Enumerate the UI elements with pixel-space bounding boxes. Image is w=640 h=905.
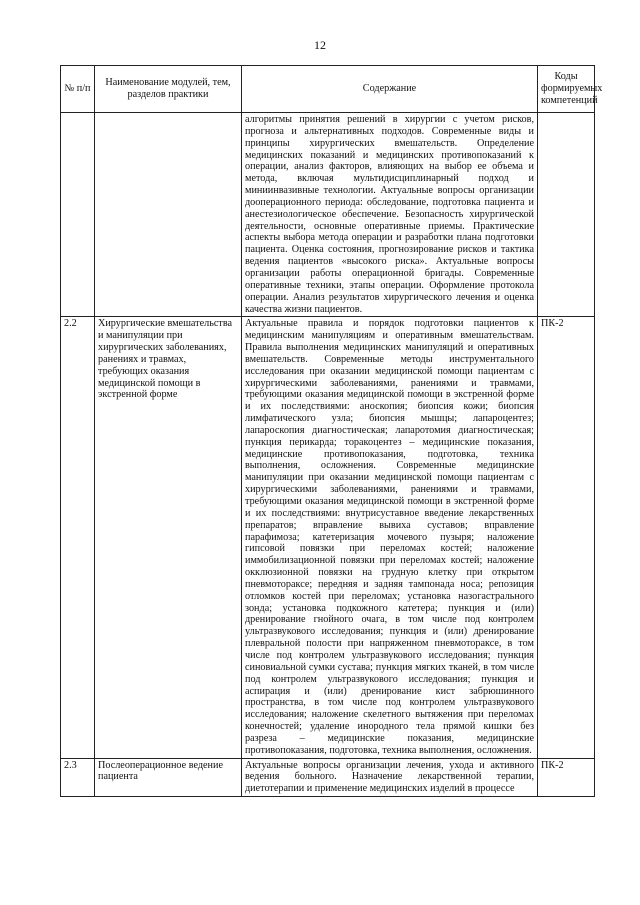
row-content-text: алгоритмы принятия решений в хирургии с учетом рисков, прогноза и альтернативных подходов. Современные виды и принципы хирургических вмешательств. Определение медицинских показаний и медицинских противопоказаний к операции, анализ факторов, влияющих на выбор ее объема и метода, включая мультидисциплинарный подход и миниинвазивные технологии. Актуальные вопросы организации дооперационного периода: обследование, подготовка пациента и анестезиологическое обеспечение. Безопасность хирургической деятельности, основные оперативные приемы. Практические аспекты выбора метода операции и разработки плана подготовки пациента. Оценка состояния, прогнозирование рисков и тактика ведения пациентов «высокого риска». Актуальные вопросы организации работы операционной бригады. Современные оперативные техники, этапы операции. Оформление протокола операции. Анализ результатов хирургического лечения и оценка качества жизни пациентов. <box>245 114 534 315</box>
row-content-text: Актуальные правила и порядок подготовки пациентов к медицинским манипуляциям и оперативным вмешательствам. Правила выполнения медицинских манипуляций и оперативных вмешательств. Современные методы инструментального исследования при оказании медицинской помощи пациентам с хирургическими заболеваниями, ранениями и травмами, требующими оказания медицинской помощи в экстренной форме и их последствиями: аноскопия; биопсия кожи; биопсия лимфатического узла; биопсия мышцы; лапароцентез; лапароскопия диагностическая; лапаротомия диагностическая; пункция перикарда; торакоцентез – медицинские показания, медицинские противопоказания, подготовка, техника выполнения, осложнения. Современные медицинские манипуляции при оказании медицинской помощи пациентам с хирургическими заболеваниями, ранениями и травмами, требующими оказания медицинской помощи в экстренной форме и их последствиями: внутрисуставное введение лекарственных препаратов; вправление вывиха суставов; вправление парафимоза; катетеризация мочевого пузыря; наложение гипсовой повязки при переломах костей; наложение иммобилизационной повязки при переломах костей; наложение окклюзионной повязки на грудную клетку при открытом пневмотораксе; передняя и задняя тампонада носа; репозиция отломков костей при переломах; установка назогастрального зонда; установка подкожного катетера; пункция и (или) дренирование гнойного очага, в том числе под контролем ультразвукового исследования; пункция и (или) дренирование плевральной полости при напряженном пневмотораксе, в том числе под контролем ультразвукового исследования; пункция синовиальной сумки сустава; пункция мягких тканей, в том числе под контролем ультразвукового исследования; пункция и аспирация и (или) дренирование кист забрюшинного пространства, в том числе под контролем ультразвукового исследования; наложение скелетного вытяжения при переломах конечностей; удаление инородного тела прямой кишки без разреза – медицинские показания, медицинские противопоказания, подготовка, техника выполнения, осложнения. <box>245 318 534 756</box>
row-module-name <box>95 113 242 317</box>
row-content <box>242 758 538 797</box>
row-content <box>242 113 538 317</box>
row-competency-code <box>538 113 595 317</box>
header-content: Содержание <box>242 66 538 113</box>
table-header-row <box>61 66 595 113</box>
header-module-name: Наименование модулей, тем, разделов практики <box>95 66 242 113</box>
row-content <box>242 317 538 758</box>
header-number: № п/п <box>61 66 95 113</box>
page-number: 12 <box>314 38 326 52</box>
table-row <box>61 317 595 758</box>
row-module-name: Послеоперационное ведение пациента <box>95 758 242 797</box>
table-row <box>61 113 595 317</box>
row-competency-code: ПК-2 <box>538 317 595 758</box>
row-module-name: Хирургические вмешательства и манипуляции при хирургических заболеваниях, ранениях и травмах, требующих оказания медицинской помощи в экстренной форме <box>95 317 242 758</box>
row-number: 2.3 <box>61 758 95 797</box>
header-competency-codes: Коды формируемых компетенций <box>538 66 595 113</box>
row-number: 2.2 <box>61 317 95 758</box>
row-competency-code: ПК-2 <box>538 758 595 797</box>
row-content-text: Актуальные вопросы организации лечения, ухода и активного ведения больного. Назначение лекарственной терапии, диетотерапии и применение медицинских изделий в процессе <box>245 759 534 795</box>
row-number <box>61 113 95 317</box>
curriculum-table <box>60 65 603 797</box>
table-row <box>61 758 595 797</box>
